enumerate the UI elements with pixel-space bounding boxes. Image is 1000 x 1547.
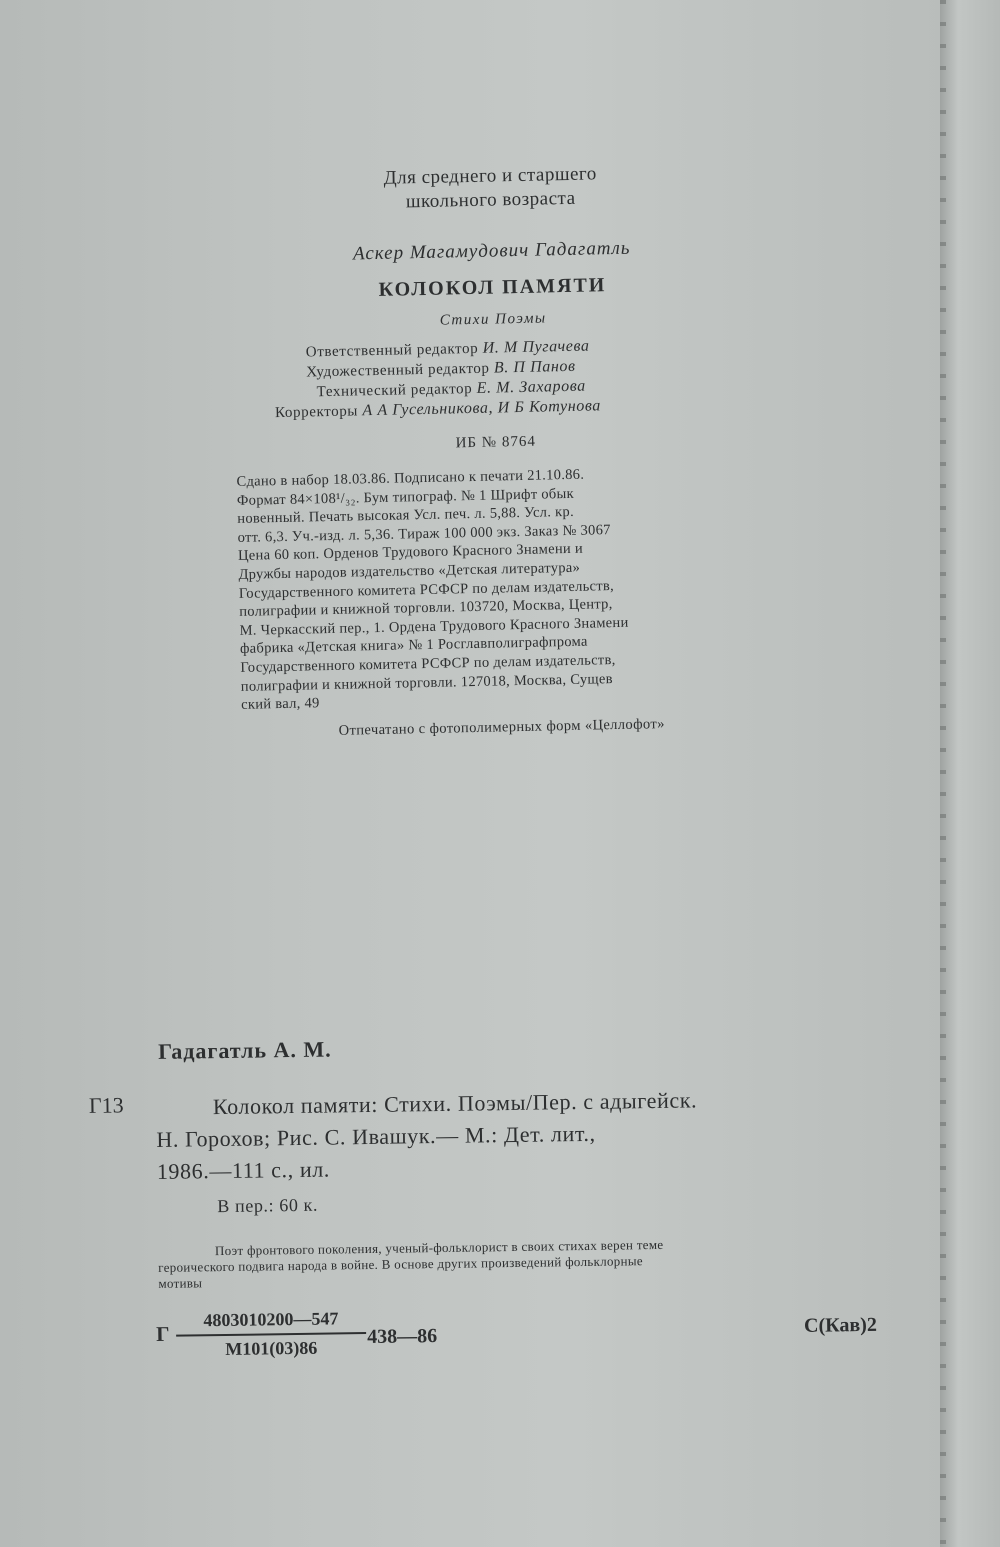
age-note	[230, 159, 751, 218]
biblio-description	[156, 1082, 892, 1188]
imprint-line: новенный. Печать высокая Усл. печ. л. 5,88. Усл. кр.	[237, 504, 575, 528]
description-line: Колокол памяти: Стихи. Поэмы/Пер. с адыгейск.	[212, 1087, 698, 1120]
imprint-line: Цена 60 коп. Орденов Трудового Красного Знамени и	[237, 541, 584, 565]
book-genre: Стихи Поэмы	[439, 310, 547, 329]
imprint-line: отт. 6,3. Уч.-изд. л. 5,36. Тираж 100 000 экз. Заказ № 3067	[237, 521, 611, 546]
staff-credits	[234, 333, 756, 424]
code-numerator: 4803010200—547	[176, 1308, 366, 1337]
imprint-line: фабрика «Детская книга» № 1 Росглавполиграфпрома	[239, 633, 588, 658]
bibliographic-card	[80, 1029, 900, 1359]
age-note-line: школьного возраста	[405, 187, 576, 213]
biblio-price: В пер.: 60 к.	[217, 1194, 319, 1217]
staff-line: Ответственный редактор И. М Пугачева	[305, 337, 590, 361]
biblio-annotation	[158, 1234, 899, 1292]
book-title: КОЛОКОЛ ПАМЯТИ	[378, 274, 607, 301]
printed-note: Отпечатано с фотополимерных форм «Целлофот»	[338, 715, 665, 739]
description-line: 1986.—111 с., ил.	[156, 1156, 331, 1184]
imprint-line: ский вал, 49	[241, 695, 320, 714]
code-number: 438—86	[367, 1325, 438, 1349]
imprint-block	[230, 159, 762, 741]
annotation-line: мотивы	[158, 1275, 203, 1291]
biblio-author: Гадагатль А. М.	[157, 1036, 332, 1064]
annotation-line: Поэт фронтового поколения, ученый-фольклорист в своих стихах верен теме	[214, 1236, 664, 1259]
author-full-name: Аскер Магамудович Гадагатль	[352, 237, 631, 265]
code-letter: Г	[155, 1321, 170, 1346]
ib-number: ИБ № 8764	[455, 433, 537, 452]
imprint-line: полиграфии и книжной торговли. 103720, Москва, Центр,	[239, 596, 613, 621]
age-note-line: Для среднего и старшего	[383, 163, 597, 189]
biblio-index: Г13	[88, 1092, 124, 1118]
imprint-line: Государственного комитета РСФСР по делам издательств,	[238, 577, 615, 602]
imprint-line: Сдано в набор 18.03.86. Подписано к печати 21.10.86.	[236, 466, 585, 490]
staff-line: Художественный редактор В. П Панов	[306, 357, 576, 381]
imprint-line: Государственного комитета РСФСР по делам издательств,	[240, 651, 616, 676]
classification-code: С(Кав)2	[803, 1313, 878, 1337]
page-perforation	[940, 0, 946, 1547]
description-line: Н. Горохов; Рис. С. Ивашук.— М.: Дет. лит.,	[156, 1120, 596, 1152]
imprint-details	[236, 462, 761, 715]
staff-line: Технический редактор Е. М. Захарова	[316, 377, 586, 401]
annotation-line: героического подвига народа в войне. В основе других произведений фольклорные	[158, 1253, 643, 1275]
imprint-line: Формат 84×108¹/₃₂. Бум типограф. № 1 Шрифт обык	[236, 485, 575, 509]
imprint-line: М. Черкасский пер., 1. Ордена Трудового Красного Знамени	[239, 614, 629, 639]
staff-line: Корректоры А А Гусельникова, И Б Котунова	[274, 397, 602, 422]
code-denominator: М101(03)86	[225, 1337, 318, 1359]
page-edge	[940, 0, 1000, 1547]
imprint-line: полиграфии и книжной торговли. 127018, Москва, Сущев	[240, 670, 613, 695]
imprint-line: Дружбы народов издательство «Детская литература»	[238, 559, 581, 583]
code-fraction	[176, 1308, 367, 1361]
